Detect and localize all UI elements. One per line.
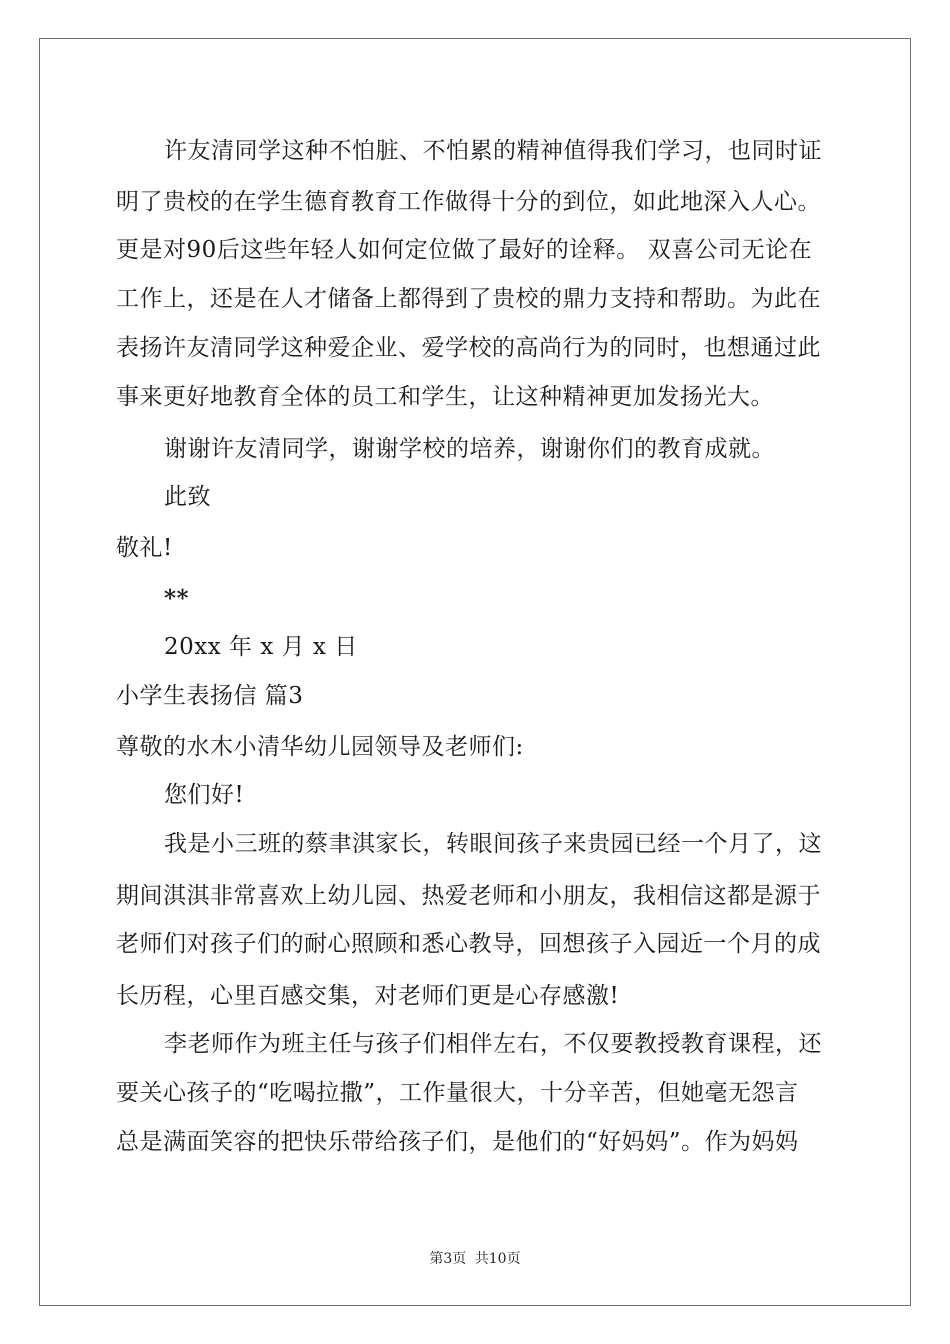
signature: ** xyxy=(164,585,190,612)
page-number: 第3页 xyxy=(429,1251,467,1267)
page-border xyxy=(39,38,911,1306)
paragraph-line: 谢谢许友清同学，谢谢学校的培养，谢谢你们的教育成就。 xyxy=(164,436,775,462)
paragraph-line: 长历程，心里百感交集，对老师们更是心存感激! xyxy=(116,983,620,1009)
paragraph-line: 要关心孩子的“吃喝拉撒”，工作量很大，十分辛苦，但她毫无怨言 xyxy=(116,1080,799,1106)
date-line: 20xx 年 x 月 x 日 xyxy=(164,634,358,660)
salutation-close: 敬礼! xyxy=(116,535,173,561)
greeting-line: 尊敬的水木小清华幼儿园领导及老师们: xyxy=(116,734,524,760)
closing-phrase: 此致 xyxy=(164,484,211,510)
paragraph-line: 期间淇淇非常喜欢上幼儿园、热爱老师和小朋友，我相信这都是源于 xyxy=(116,883,821,909)
page-footer xyxy=(0,1248,950,1268)
paragraph-line: 我是小三班的蔡聿淇家长，转眼间孩子来贵园已经一个月了，这 xyxy=(164,831,822,857)
paragraph-line: 更是对90后这些年轻人如何定位做了最好的诠释。 双喜公司无论在 xyxy=(116,237,813,263)
paragraph-line: 事来更好地教育全体的员工和学生，让这种精神更加发扬光大。 xyxy=(116,384,774,410)
paragraph-line: 老师们对孩子们的耐心照顾和悉心教导，回想孩子入园近一个月的成 xyxy=(116,931,821,957)
paragraph-line: 总是满面笑容的把快乐带给孩子们，是他们的“好妈妈”。作为妈妈 xyxy=(116,1129,799,1155)
paragraph-line: 表扬许友清同学这种爱企业、爱学校的高尚行为的同时，也想通过此 xyxy=(116,335,821,361)
section-title: 小学生表扬信 篇3 xyxy=(116,683,304,709)
paragraph-line: 李老师作为班主任与孩子们相伴左右，不仅要教授教育课程，还 xyxy=(164,1031,822,1057)
paragraph-line: 明了贵校的在学生德育教育工作做得十分的到位，如此地深入人心。 xyxy=(116,189,821,215)
paragraph-line: 工作上，还是在人才储备上都得到了贵校的鼎力支持和帮助。为此在 xyxy=(116,286,821,312)
total-pages: 共10页 xyxy=(474,1251,521,1267)
paragraph-line: 许友清同学这种不怕脏、不怕累的精神值得我们学习，也同时证 xyxy=(164,138,822,164)
greeting-line: 您们好! xyxy=(164,782,245,808)
